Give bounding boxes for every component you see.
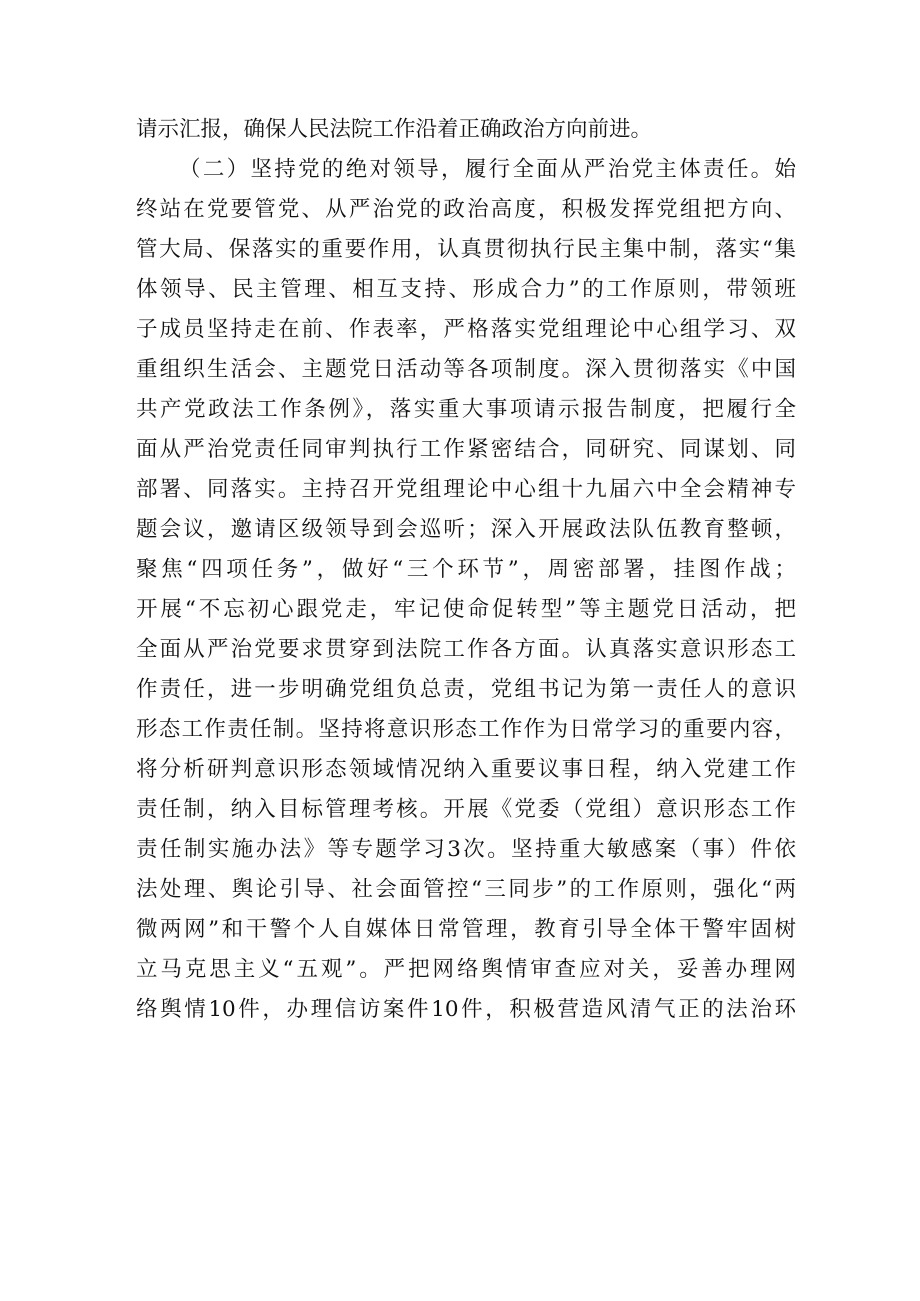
text-line-19: 责任制实施办法》等专题学习3次。坚持重大敏感案（事）件依 — [136, 837, 796, 862]
text-line-10: 部署、同落实。主持召开党组理论中心组十九届六中全会精神专 — [136, 477, 796, 502]
text-line-14: 全面从严治党要求贯穿到法院工作各方面。认真落实意识形态工 — [136, 637, 796, 662]
text-line-17: 将分析研判意识形态领域情况纳入重要议事日程，纳入党建工作 — [136, 757, 796, 782]
text-line-13: 开展“不忘初心跟党走，牢记使命促转型”等主题党日活动，把 — [136, 597, 796, 622]
text-line-7: 重组织生活会、主题党日活动等各项制度。深入贯彻落实《中国 — [136, 357, 796, 382]
text-line-3: 终站在党要管党、从严治党的政治高度，积极发挥党组把方向、 — [136, 197, 796, 222]
text-line-9: 面从严治党责任同审判执行工作紧密结合，同研究、同谋划、同 — [136, 437, 796, 462]
body-text — [136, 110, 796, 1030]
text-line-2: （二）坚持党的绝对领导，履行全面从严治党主体责任。始 — [179, 157, 796, 182]
text-line-21: 微两网”和干警个人自媒体日常管理，教育引导全体干警牢固树 — [136, 917, 796, 942]
text-line-15: 作责任，进一步明确党组负总责，党组书记为第一责任人的意识 — [136, 677, 796, 702]
text-line-6: 子成员坚持走在前、作表率，严格落实党组理论中心组学习、双 — [136, 317, 796, 342]
text-line-11: 题会议，邀请区级领导到会巡听；深入开展政法队伍教育整顿， — [136, 517, 796, 542]
text-line-5: 体领导、民主管理、相互支持、形成合力”的工作原则，带领班 — [136, 277, 796, 302]
text-line-16: 形态工作责任制。坚持将意识形态工作作为日常学习的重要内容， — [136, 717, 796, 742]
text-line-1: 请示汇报，确保人民法院工作沿着正确政治方向前进。 — [136, 117, 653, 142]
text-line-22: 立马克思主义“五观”。严把网络舆情审查应对关，妥善办理网 — [136, 957, 796, 982]
text-line-20: 法处理、舆论引导、社会面管控“三同步”的工作原则，强化“两 — [136, 877, 796, 902]
text-line-4: 管大局、保落实的重要作用，认真贯彻执行民主集中制，落实“集 — [136, 237, 796, 262]
text-line-12: 聚焦“四项任务”，做好“三个环节”，周密部署，挂图作战； — [136, 557, 796, 582]
text-line-8: 共产党政法工作条例》，落实重大事项请示报告制度，把履行全 — [136, 397, 796, 422]
text-line-23: 络舆情10件，办理信访案件10件，积极营造风清气正的法治环 — [136, 997, 796, 1022]
text-line-18: 责任制，纳入目标管理考核。开展《党委（党组）意识形态工作 — [136, 797, 796, 822]
